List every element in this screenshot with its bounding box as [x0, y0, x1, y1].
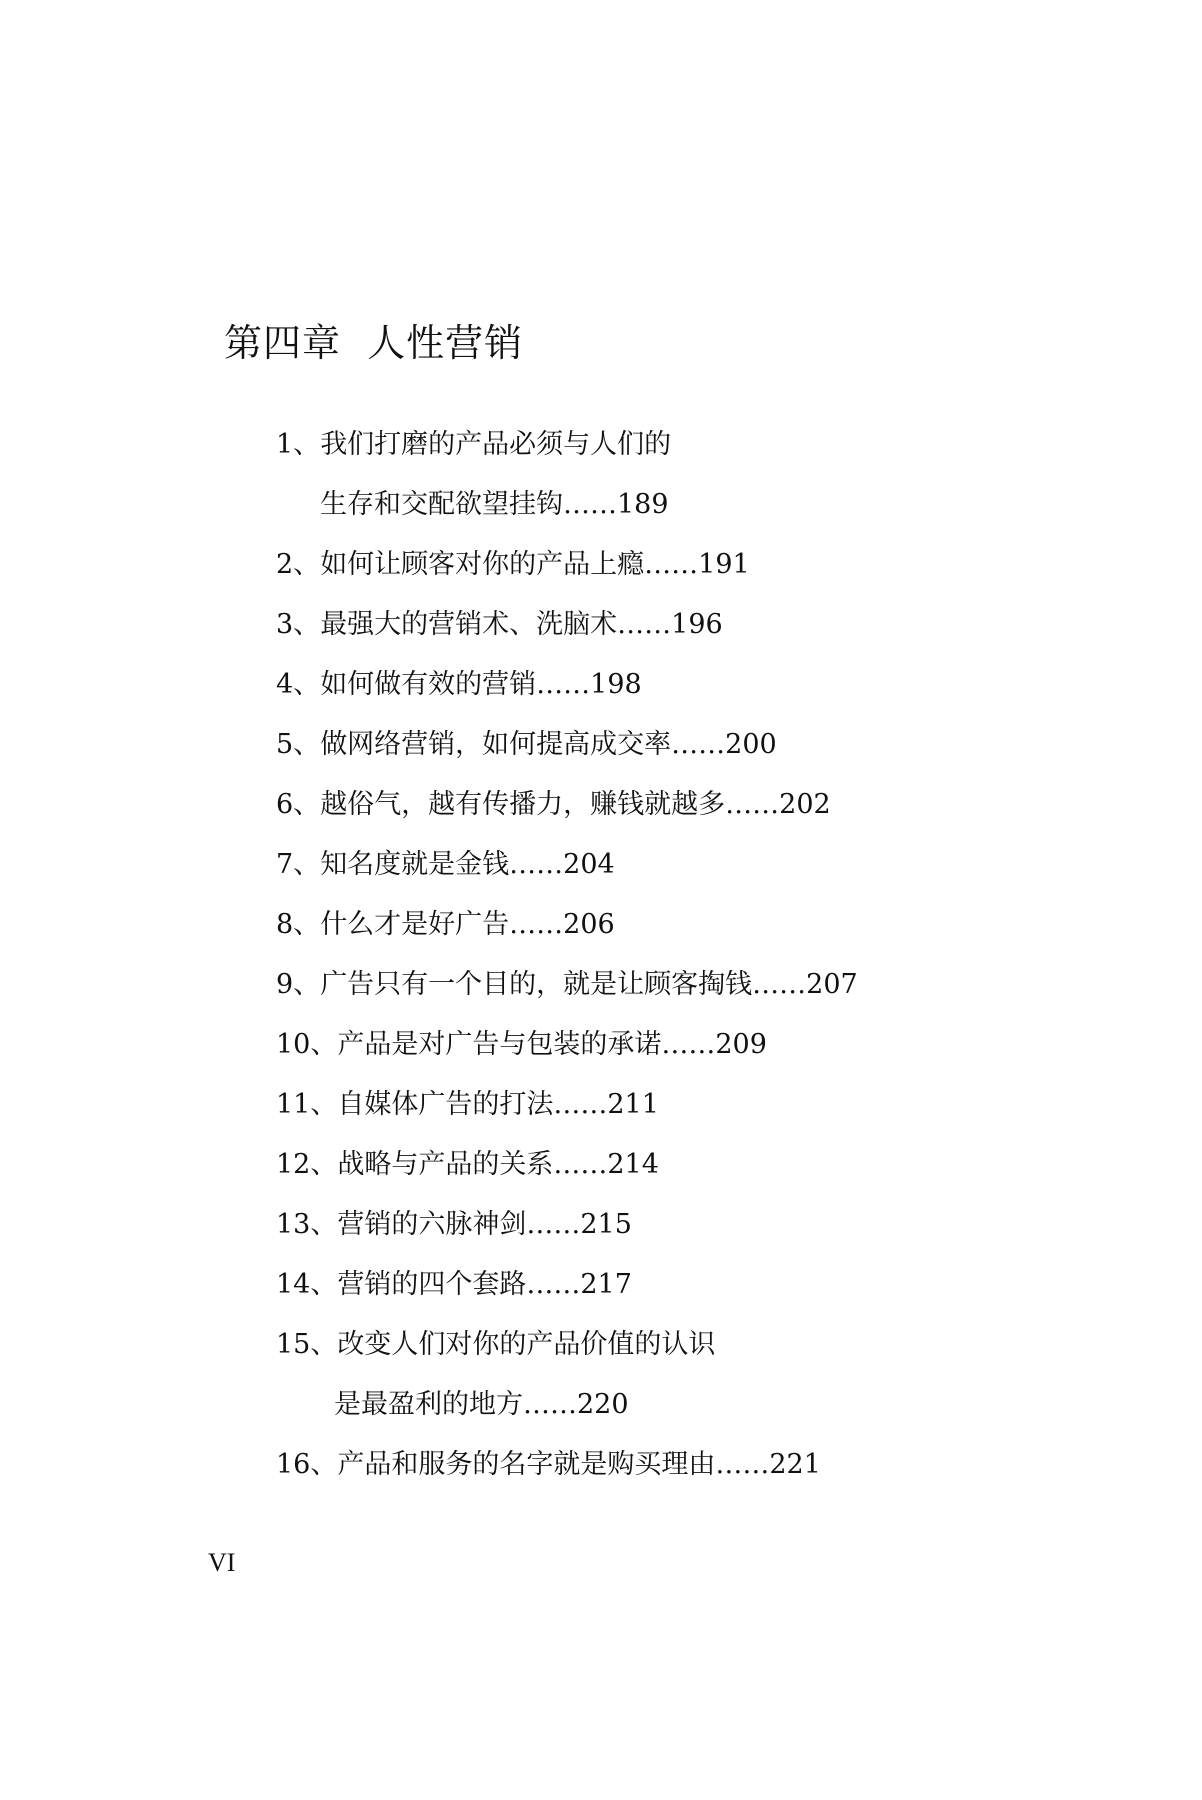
toc-entry-11 [276, 1088, 659, 1122]
toc-entry-1 [276, 428, 671, 462]
toc-entry-text: 越俗气，越有传播力，赚钱就越多……202 [320, 789, 831, 820]
toc-entry-16 [276, 1448, 821, 1482]
toc-entry-number: 4、 [276, 669, 321, 700]
toc-entry-12 [276, 1148, 659, 1182]
toc-entry-number: 9、 [276, 969, 321, 1000]
toc-entry-number: 1、 [276, 429, 321, 460]
toc-entry-text: 如何让顾客对你的产品上瘾……191 [320, 549, 750, 580]
toc-entry-text: 是最盈利的地方……220 [334, 1389, 629, 1420]
toc-entry-8 [276, 908, 615, 942]
toc-entry-15-continuation [334, 1388, 629, 1422]
toc-entry-number: 8、 [276, 909, 321, 940]
toc-entry-number: 16、 [276, 1449, 338, 1480]
toc-entry-10 [276, 1028, 767, 1062]
toc-entry-number: 10、 [276, 1029, 338, 1060]
toc-entry-text: 我们打磨的产品必须与人们的 [320, 429, 672, 460]
toc-entry-text: 生存和交配欲望挂钩……189 [320, 489, 669, 520]
toc-entry-text: 最强大的营销术、洗脑术……196 [320, 609, 723, 640]
chapter-title: 第四章 人性营销 [224, 321, 524, 365]
toc-entry-text: 营销的四个套路……217 [337, 1269, 632, 1300]
toc-entry-14 [276, 1268, 632, 1302]
toc-entry-2 [276, 548, 750, 582]
toc-entry-text: 做网络营销，如何提高成交率……200 [320, 729, 777, 760]
toc-entry-number: 13、 [276, 1209, 338, 1240]
toc-entry-number: 7、 [276, 849, 321, 880]
toc-entry-text: 改变人们对你的产品价值的认识 [337, 1329, 716, 1360]
toc-entry-15 [276, 1328, 715, 1362]
toc-entry-1-continuation [320, 488, 669, 522]
toc-entry-number: 3、 [276, 609, 321, 640]
toc-entry-6 [276, 788, 831, 822]
toc-entry-4 [276, 668, 642, 702]
toc-entry-text: 营销的六脉神剑……215 [337, 1209, 632, 1240]
toc-entry-13 [276, 1208, 632, 1242]
toc-entry-number: 12、 [276, 1149, 338, 1180]
toc-entry-number: 5、 [276, 729, 321, 760]
toc-entry-number: 6、 [276, 789, 321, 820]
toc-entry-number: 15、 [276, 1329, 338, 1360]
toc-entry-5 [276, 728, 777, 762]
toc-entry-text: 广告只有一个目的，就是让顾客掏钱……207 [320, 969, 858, 1000]
toc-entry-text: 产品是对广告与包装的承诺……209 [337, 1029, 767, 1060]
toc-entry-text: 知名度就是金钱……204 [320, 849, 615, 880]
toc-entry-text: 如何做有效的营销……198 [320, 669, 642, 700]
toc-entry-number: 2、 [276, 549, 321, 580]
toc-entry-text: 自媒体广告的打法……211 [337, 1089, 659, 1120]
toc-entry-number: 11、 [276, 1089, 338, 1120]
page-number: VI [208, 1548, 236, 1577]
toc-entry-text: 什么才是好广告……206 [320, 909, 615, 940]
toc-entry-text: 产品和服务的名字就是购买理由……221 [337, 1449, 821, 1480]
toc-entry-7 [276, 848, 615, 882]
toc-entry-9 [276, 968, 858, 1002]
toc-entry-number: 14、 [276, 1269, 338, 1300]
toc-entry-3 [276, 608, 723, 642]
toc-entry-text: 战略与产品的关系……214 [337, 1149, 659, 1180]
